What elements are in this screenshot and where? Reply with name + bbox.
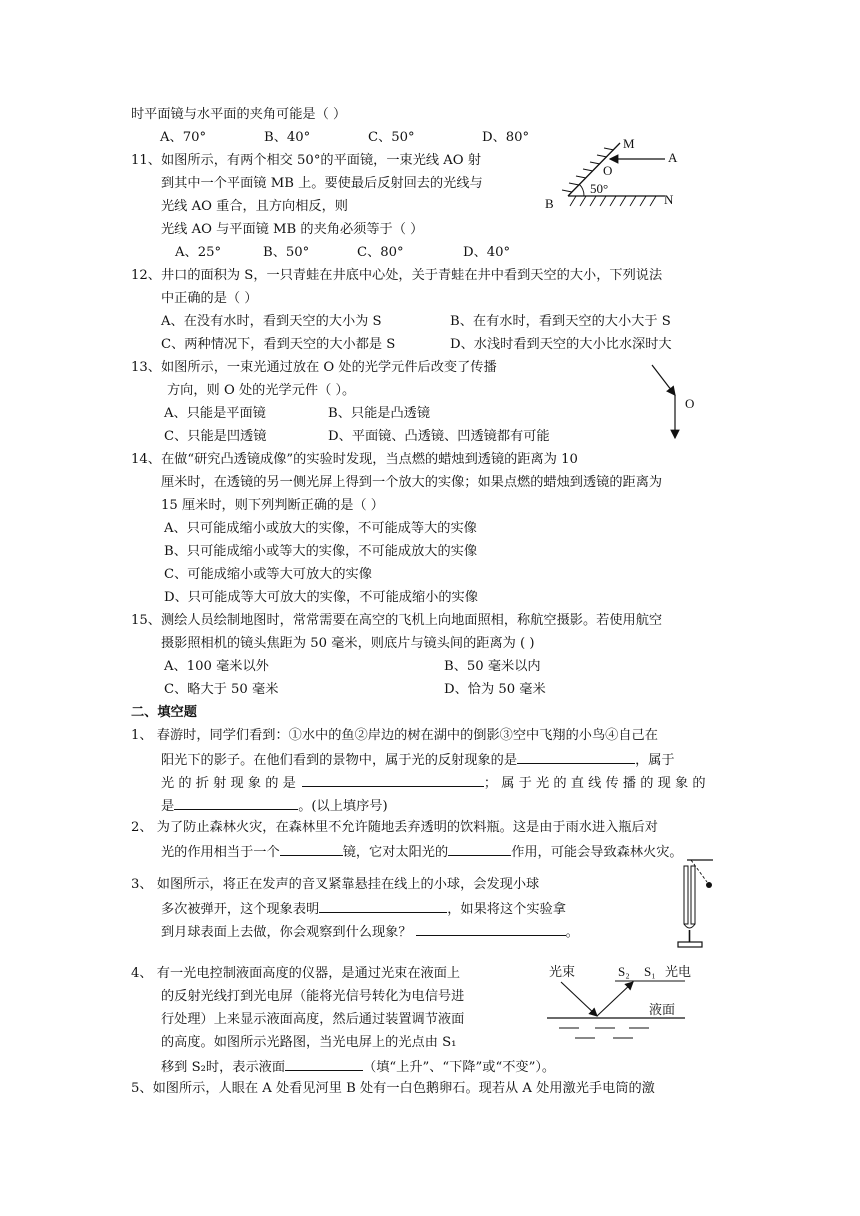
tuning-fork-figure bbox=[665, 858, 725, 950]
q11-option-b: B、50° bbox=[263, 245, 310, 260]
answer-blank[interactable] bbox=[517, 749, 635, 764]
q13-option-d: D、平面镜、凸透镜、凹透镜都有可能 bbox=[328, 429, 550, 444]
answer-blank[interactable] bbox=[416, 921, 566, 936]
label-m: M bbox=[623, 136, 635, 151]
q13-stem-line2: 方向，则 O 处的光学元件（ ）。 bbox=[167, 383, 356, 398]
fill3-line3-text: 到月球表面上去做，你会观察到什么现象？ bbox=[161, 925, 412, 940]
q12-stem-line2: 中正确的是（ ） bbox=[161, 291, 258, 306]
q13-stem-line1: 13、如图所示，一束光通过放在 O 处的光学元件后改变了传播 bbox=[131, 360, 497, 375]
section-heading: 二、填空题 bbox=[131, 705, 197, 720]
q11-option-c: C、80° bbox=[357, 245, 404, 260]
q13-option-a: A、只能是平面镜 bbox=[164, 406, 266, 421]
fill3-line2 bbox=[161, 898, 566, 920]
fill3-line1: 3、 如图所示，将正在发声的音叉紧靠悬挂在线上的小球，会发现小球 bbox=[131, 877, 540, 892]
q10-option-d: D、80° bbox=[482, 130, 530, 145]
fill4-line2: 的反射光线打到光电屏（能将光信号转化为电信号进 bbox=[161, 989, 465, 1004]
label-liquid: 液面 bbox=[649, 1002, 676, 1017]
fill2-line1: 2、 为了防止森林火灾，在森林里不允许随地丢弃透明的饮料瓶。这是由于雨水进入瓶后对 bbox=[131, 820, 658, 835]
label-n: N bbox=[664, 192, 674, 207]
fill1-line4-tail: 。(以上填序号) bbox=[298, 799, 388, 814]
answer-blank[interactable] bbox=[285, 1056, 363, 1071]
fill1-line4 bbox=[161, 795, 388, 817]
q10-option-c: C、50° bbox=[368, 130, 415, 145]
q14-stem-line3: 15 厘米时，则下列判断正确的是（ ） bbox=[161, 498, 384, 513]
q13-option-b: B、只能是凸透镜 bbox=[328, 406, 431, 421]
q14-stem-line2: 厘米时，在透镜的另一侧光屏上得到一个放大的实像；如果点燃的蜡烛到透镜的距离为 bbox=[161, 475, 663, 490]
q15-stem-line2: 摄影照相机的镜头焦距为 50 毫米，则底片与镜头间的距离为 ( ) bbox=[161, 636, 535, 651]
q12-option-b: B、在有水时，看到天空的大小大于 S bbox=[450, 314, 671, 329]
q12-option-c: C、两种情况下，看到天空的大小都是 S bbox=[161, 337, 396, 352]
answer-blank[interactable] bbox=[280, 841, 343, 856]
answer-blank[interactable] bbox=[319, 898, 447, 913]
fill4-line5-tail: （填“上升”、“下降”或“不变”）。 bbox=[363, 1060, 556, 1075]
q14-option-c: C、可能成缩小或等大可放大的实像 bbox=[164, 567, 372, 582]
fill2-line2-tail: 作用，可能会导致森林火灾。 bbox=[511, 845, 683, 860]
q15-option-d: D、恰为 50 毫米 bbox=[444, 682, 546, 697]
q12-stem-line1: 12、井口的面积为 S，一只青蛙在井底中心处，关于青蛙在井中看到天空的大小，下列说法 bbox=[131, 268, 663, 283]
q10-option-b: B、40° bbox=[264, 130, 311, 145]
q12-option-a: A、在没有水时，看到天空的大小为 S bbox=[161, 314, 382, 329]
fill4-line5-text: 移到 S₂时，表示液面 bbox=[161, 1060, 286, 1075]
fill4-line4: 的高度。如图所示光路图，当光电屏上的光点由 S₁ bbox=[161, 1035, 457, 1050]
label-o-13: O bbox=[685, 396, 695, 411]
fill1-line2-tail: ，属于 bbox=[635, 753, 675, 768]
label-a: A bbox=[668, 150, 678, 165]
answer-blank[interactable] bbox=[448, 841, 511, 856]
q10-option-a: A、70° bbox=[160, 130, 207, 145]
label-angle: 50° bbox=[590, 181, 609, 196]
label-b: B bbox=[545, 196, 554, 211]
q11-stem-line1: 11、如图所示，有两个相交 50°的平面镜，一束光线 AO 射 bbox=[131, 153, 482, 168]
fill1-line1: 1、 春游时，同学们看到：①水中的鱼②岸边的树在湖中的倒影③空中飞翔的小鸟④自己在 bbox=[131, 728, 658, 743]
q14-option-d: D、只可能成等大可放大的实像，不可能成缩小的实像 bbox=[164, 590, 478, 605]
q13-light-path-figure bbox=[640, 360, 700, 445]
fill1-line4-text: 是 bbox=[161, 799, 175, 814]
fill4-line1: 4、 有一光电控制液面高度的仪器，是通过光束在液面上 bbox=[131, 966, 461, 981]
label-o: O bbox=[603, 163, 613, 178]
q15-option-a: A、100 毫米以外 bbox=[164, 659, 269, 674]
fill3-line3-tail: 。 bbox=[565, 925, 579, 940]
fill1-line3-tail: ； 属 于 光 的 直 线 传 播 的 现 象 的 bbox=[483, 776, 706, 791]
answer-blank[interactable] bbox=[174, 795, 298, 810]
fill3-line3 bbox=[161, 921, 579, 943]
label-screen: 光电 bbox=[665, 964, 692, 979]
fill3-line2-tail: ，如果将这个实验拿 bbox=[447, 902, 566, 917]
q11-stem-line4: 光线 AO 与平面镜 MB 的夹角必须等于（ ） bbox=[161, 222, 424, 237]
fill1-line3 bbox=[161, 772, 706, 794]
q11-stem-line2: 到其中一个平面镜 MB 上。要使最后反射回去的光线与 bbox=[161, 176, 483, 191]
q11-mirror-figure bbox=[540, 128, 700, 218]
q13-option-c: C、只能是凹透镜 bbox=[164, 429, 267, 444]
q11-option-d: D、40° bbox=[463, 245, 511, 260]
label-s2: S₂ bbox=[618, 964, 630, 979]
fill1-line3-text: 光 的 折 射 现 象 的 是 bbox=[161, 776, 296, 791]
q15-option-c: C、略大于 50 毫米 bbox=[164, 682, 279, 697]
fill1-line2-text: 阳光下的影子。在他们看到的景物中，属于光的反射现象的是 bbox=[161, 753, 518, 768]
q12-option-d: D、水浅时看到天空的大小比水深时大 bbox=[450, 337, 672, 352]
q15-stem-line1: 15、测绘人员绘制地图时，常常需要在高空的飞机上向地面照相，称航空摄影。若使用航空 bbox=[131, 613, 663, 628]
q11-option-a: A、25° bbox=[175, 245, 222, 260]
fill2-line2-mid: 镜，它对太阳光的 bbox=[342, 845, 449, 860]
q14-option-a: A、只可能成缩小或放大的实像，不可能成等大的实像 bbox=[164, 521, 477, 536]
fill2-line2 bbox=[161, 841, 683, 863]
liquid-level-figure bbox=[545, 962, 715, 1044]
q14-stem-line1: 14、在做“研究凸透镜成像”的实验时发现，当点燃的蜡烛到透镜的距离为 10 bbox=[131, 452, 578, 467]
fill2-line2-text: 光的作用相当于一个 bbox=[161, 845, 280, 860]
q14-option-b: B、只可能成缩小或等大的实像，不可能成放大的实像 bbox=[164, 544, 478, 559]
q15-option-b: B、50 毫米以内 bbox=[444, 659, 541, 674]
fill3-line2-text: 多次被弹开，这个现象表明 bbox=[161, 902, 320, 917]
q10-stem-tail: 时平面镜与水平面的夹角可能是（ ） bbox=[131, 107, 347, 122]
label-s1: S₁ bbox=[644, 964, 656, 979]
q11-stem-line3: 光线 AO 重合，且方向相反，则 bbox=[161, 199, 348, 214]
fill4-line5 bbox=[161, 1056, 555, 1078]
answer-blank[interactable] bbox=[302, 772, 484, 787]
fill1-line2 bbox=[161, 749, 675, 771]
fill5-line1: 5、如图所示，人眼在 A 处看见河里 B 处有一白色鹅卵石。现若从 A 处用激光手电筒的激 bbox=[131, 1081, 655, 1096]
fill4-line3: 行处理）上来显示液面高度，然后通过装置调节液面 bbox=[161, 1012, 465, 1027]
label-beam: 光束 bbox=[549, 964, 576, 979]
